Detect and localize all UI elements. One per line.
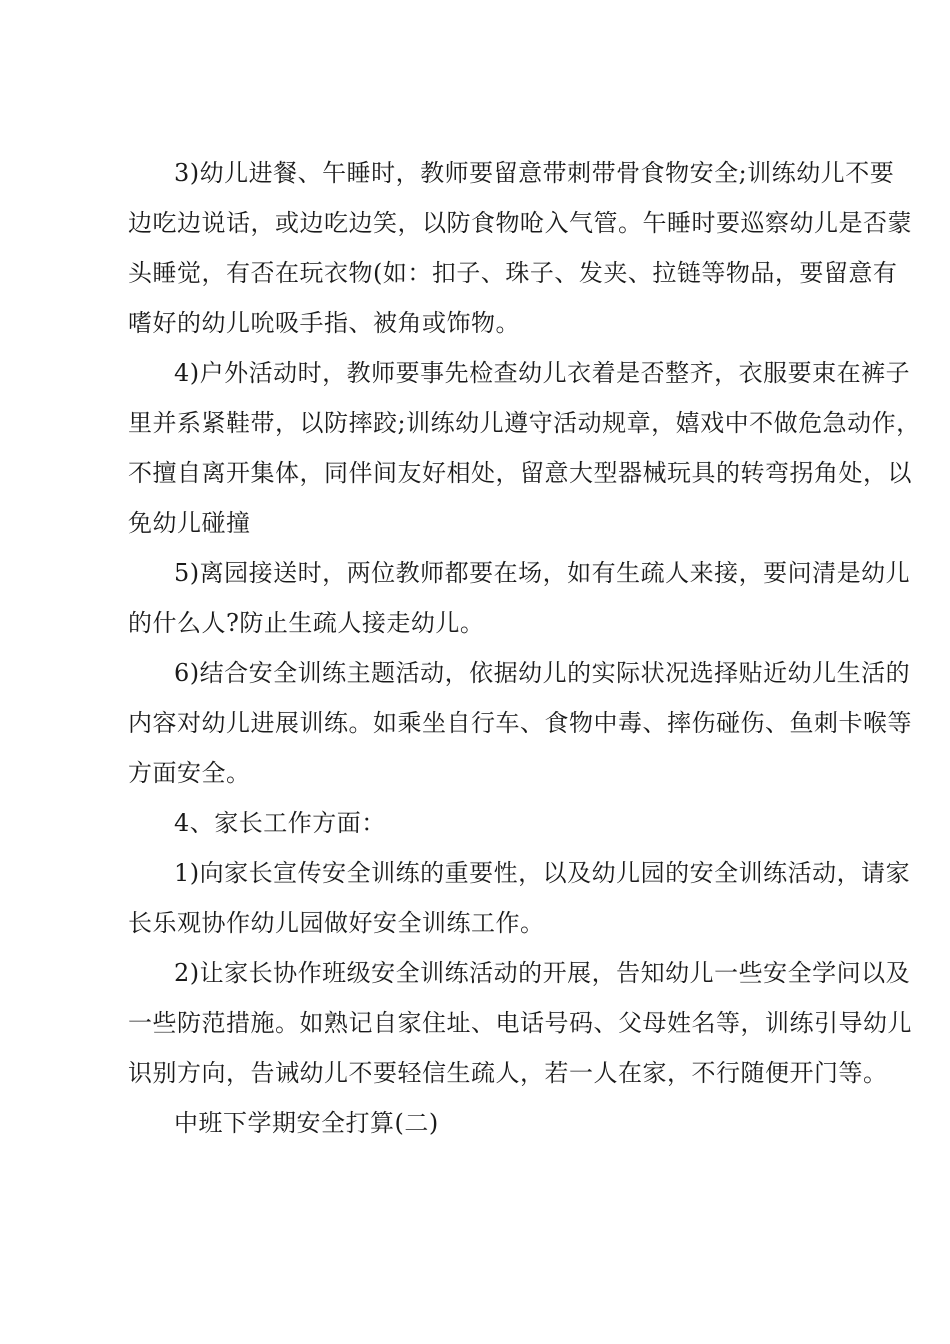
paragraph-line: 里并系紧鞋带，以防摔跤;训练幼儿遵守活动规章，嬉戏中不做危急动作， <box>128 409 921 437</box>
paragraph-line: 内容对幼儿进展训练。如乘坐自行车、食物中毒、摔伤碰伤、鱼刺卡喉等 <box>128 709 912 737</box>
paragraph-line: 3)幼儿进餐、午睡时，教师要留意带刺带骨食物安全;训练幼儿不要 <box>174 159 895 187</box>
paragraph-line: 1)向家长宣传安全训练的重要性，以及幼儿园的安全训练活动，请家 <box>174 859 911 887</box>
paragraph-line: 免幼儿碰撞 <box>128 509 251 537</box>
paragraph-line: 5)离园接送时，两位教师都要在场，如有生疏人来接，要问清是幼儿 <box>174 559 911 587</box>
paragraph-line: 4)户外活动时，教师要事先检查幼儿衣着是否整齐，衣服要束在裤子 <box>174 359 911 387</box>
paragraph-line: 头睡觉，有否在玩衣物(如：扣子、珠子、发夹、拉链等物品，要留意有 <box>128 259 898 287</box>
paragraph-line: 的什么人?防止生疏人接走幼儿。 <box>128 609 485 637</box>
paragraph-line: 嗜好的幼儿吮吸手指、被角或饰物。 <box>128 309 520 337</box>
paragraph-line: 2)让家长协作班级安全训练活动的开展，告知幼儿一些安全学问以及 <box>174 959 911 987</box>
paragraph-line: 不擅自离开集体，同伴间友好相处，留意大型器械玩具的转弯拐角处，以 <box>128 459 912 487</box>
paragraph-line: 方面安全。 <box>128 759 251 787</box>
paragraph-line: 长乐观协作幼儿园做好安全训练工作。 <box>128 909 545 937</box>
document-title: 中班下学期安全打算(二) <box>174 1109 439 1137</box>
paragraph-line: 6)结合安全训练主题活动，依据幼儿的实际状况选择贴近幼儿生活的 <box>174 659 911 687</box>
section-heading: 4、家长工作方面： <box>174 809 386 837</box>
paragraph-line: 边吃边说话，或边吃边笑，以防食物呛入气管。午睡时要巡察幼儿是否蒙 <box>128 209 912 237</box>
paragraph-line: 一些防范措施。如熟记自家住址、电话号码、父母姓名等，训练引导幼儿 <box>128 1009 912 1037</box>
paragraph-line: 识别方向，告诫幼儿不要轻信生疏人，若一人在家，不行随便开门等。 <box>128 1059 888 1087</box>
